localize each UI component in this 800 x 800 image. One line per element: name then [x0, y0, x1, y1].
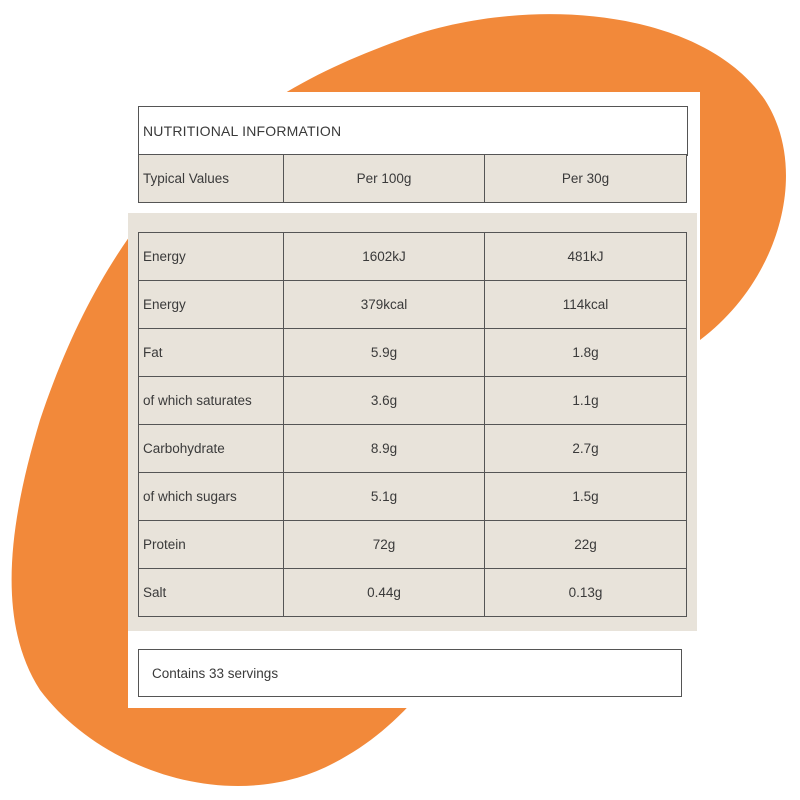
value-per-100g: 5.1g: [284, 473, 485, 521]
row-label: Energy: [139, 281, 284, 329]
value-per-100g: 379kcal: [284, 281, 485, 329]
row-label: Protein: [139, 521, 284, 569]
row-label: Salt: [139, 569, 284, 617]
value-per-30g: 1.8g: [485, 329, 687, 377]
row-label: of which saturates: [139, 377, 284, 425]
table-row: [139, 233, 687, 281]
servings-note: Contains 33 servings: [138, 649, 682, 697]
row-label: Energy: [139, 233, 284, 281]
nutrition-panel: [128, 92, 698, 708]
value-per-100g: 5.9g: [284, 329, 485, 377]
value-per-30g: 2.7g: [485, 425, 687, 473]
value-per-100g: 1602kJ: [284, 233, 485, 281]
value-per-100g: 8.9g: [284, 425, 485, 473]
header-per-30g: Per 30g: [485, 155, 687, 203]
row-label: Carbohydrate: [139, 425, 284, 473]
value-per-100g: 0.44g: [284, 569, 485, 617]
value-per-100g: 3.6g: [284, 377, 485, 425]
nutrition-table: [138, 232, 687, 617]
nutrition-title: NUTRITIONAL INFORMATION: [138, 106, 688, 156]
row-label: of which sugars: [139, 473, 284, 521]
value-per-30g: 1.1g: [485, 377, 687, 425]
table-row: [139, 377, 687, 425]
value-per-30g: 22g: [485, 521, 687, 569]
table-row: [139, 329, 687, 377]
table-row: [139, 281, 687, 329]
table-row: [139, 425, 687, 473]
value-per-100g: 72g: [284, 521, 485, 569]
header-table: [138, 154, 687, 203]
table-row: [139, 569, 687, 617]
header-per-100g: Per 100g: [284, 155, 485, 203]
table-row: [139, 521, 687, 569]
value-per-30g: 1.5g: [485, 473, 687, 521]
header-row: [139, 155, 687, 203]
value-per-30g: 114kcal: [485, 281, 687, 329]
value-per-30g: 481kJ: [485, 233, 687, 281]
value-per-30g: 0.13g: [485, 569, 687, 617]
header-typical-values: Typical Values: [139, 155, 284, 203]
row-label: Fat: [139, 329, 284, 377]
table-row: [139, 473, 687, 521]
